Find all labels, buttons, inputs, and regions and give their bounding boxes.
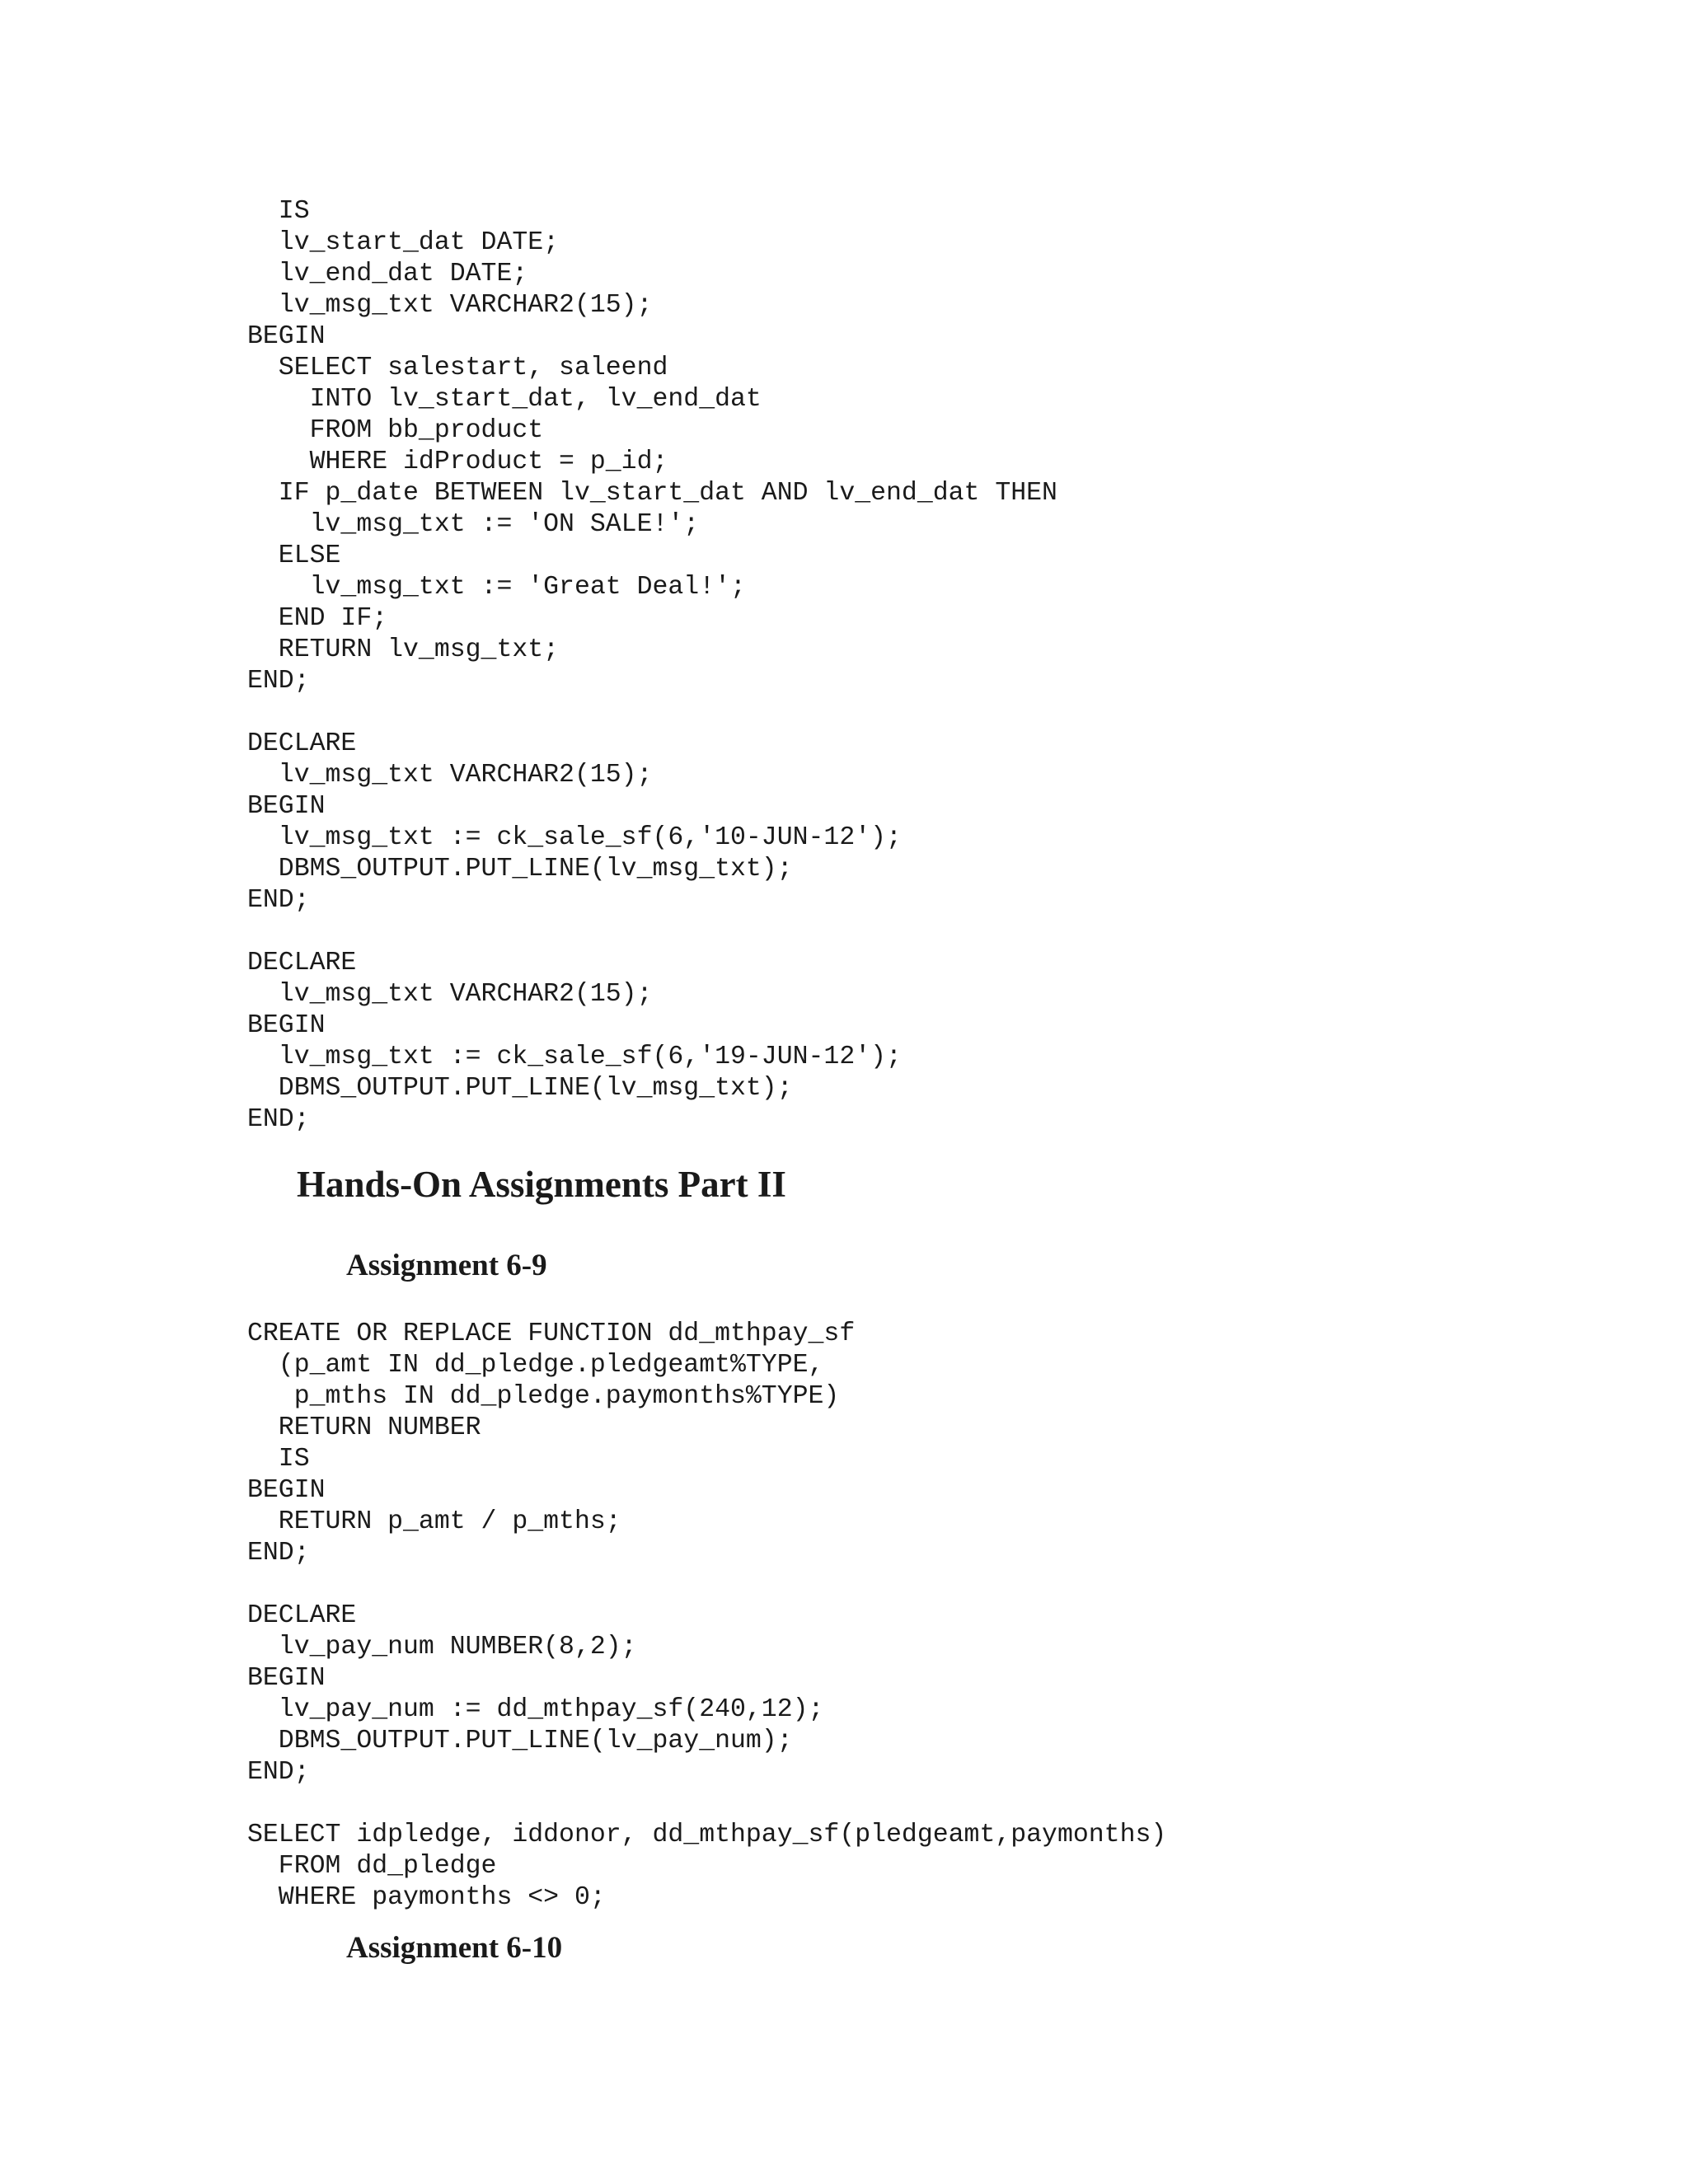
assignment-6-9-heading: Assignment 6-9 [346,1249,547,1282]
code-block-ck-sale-sf: IS lv_start_dat DATE; lv_end_dat DATE; lv_msg_txt VARCHAR2(15); BEGIN SELECT salestart, saleend INTO lv_start_dat, lv_end_dat FROM bb_product WHERE idProduct = p_id; IF p_date BETWEEN lv_start_dat AND lv_end_dat THEN lv_msg_txt := 'ON SALE!'; ELSE lv_msg_txt := 'Great Deal!'; END IF; RETURN lv_msg_txt; END; DECLARE lv_msg_txt VARCHAR2(15); BEGIN lv_msg_txt := ck_sale_sf(6,'10-JUN-12'); DBMS_OUTPUT.PUT_LINE(lv_msg_txt); END; DECLARE lv_msg_txt VARCHAR2(15); BEGIN lv_msg_txt := ck_sale_sf(6,'19-JUN-12'); DBMS_OUTPUT.PUT_LINE(lv_msg_txt); END; [247,197,1057,1134]
assignment-6-10-heading: Assignment 6-10 [346,1931,563,1965]
code-block-dd-mthpay-sf: CREATE OR REPLACE FUNCTION dd_mthpay_sf (p_amt IN dd_pledge.pledgeamt%TYPE, p_mths IN dd_pledge.paymonths%TYPE) RETURN NUMBER IS BEGIN RETURN p_amt / p_mths; END; DECLARE lv_pay_num NUMBER(8,2); BEGIN lv_pay_num := dd_mthpay_sf(240,12); DBMS_OUTPUT.PUT_LINE(lv_pay_num); END; SELECT idpledge, iddonor, dd_mthpay_sf(pledgeamt,paymonths) FROM dd_pledge WHERE paymonths <> 0; [247,1319,1167,1912]
section-heading: Hands-On Assignments Part II [297,1164,786,1205]
